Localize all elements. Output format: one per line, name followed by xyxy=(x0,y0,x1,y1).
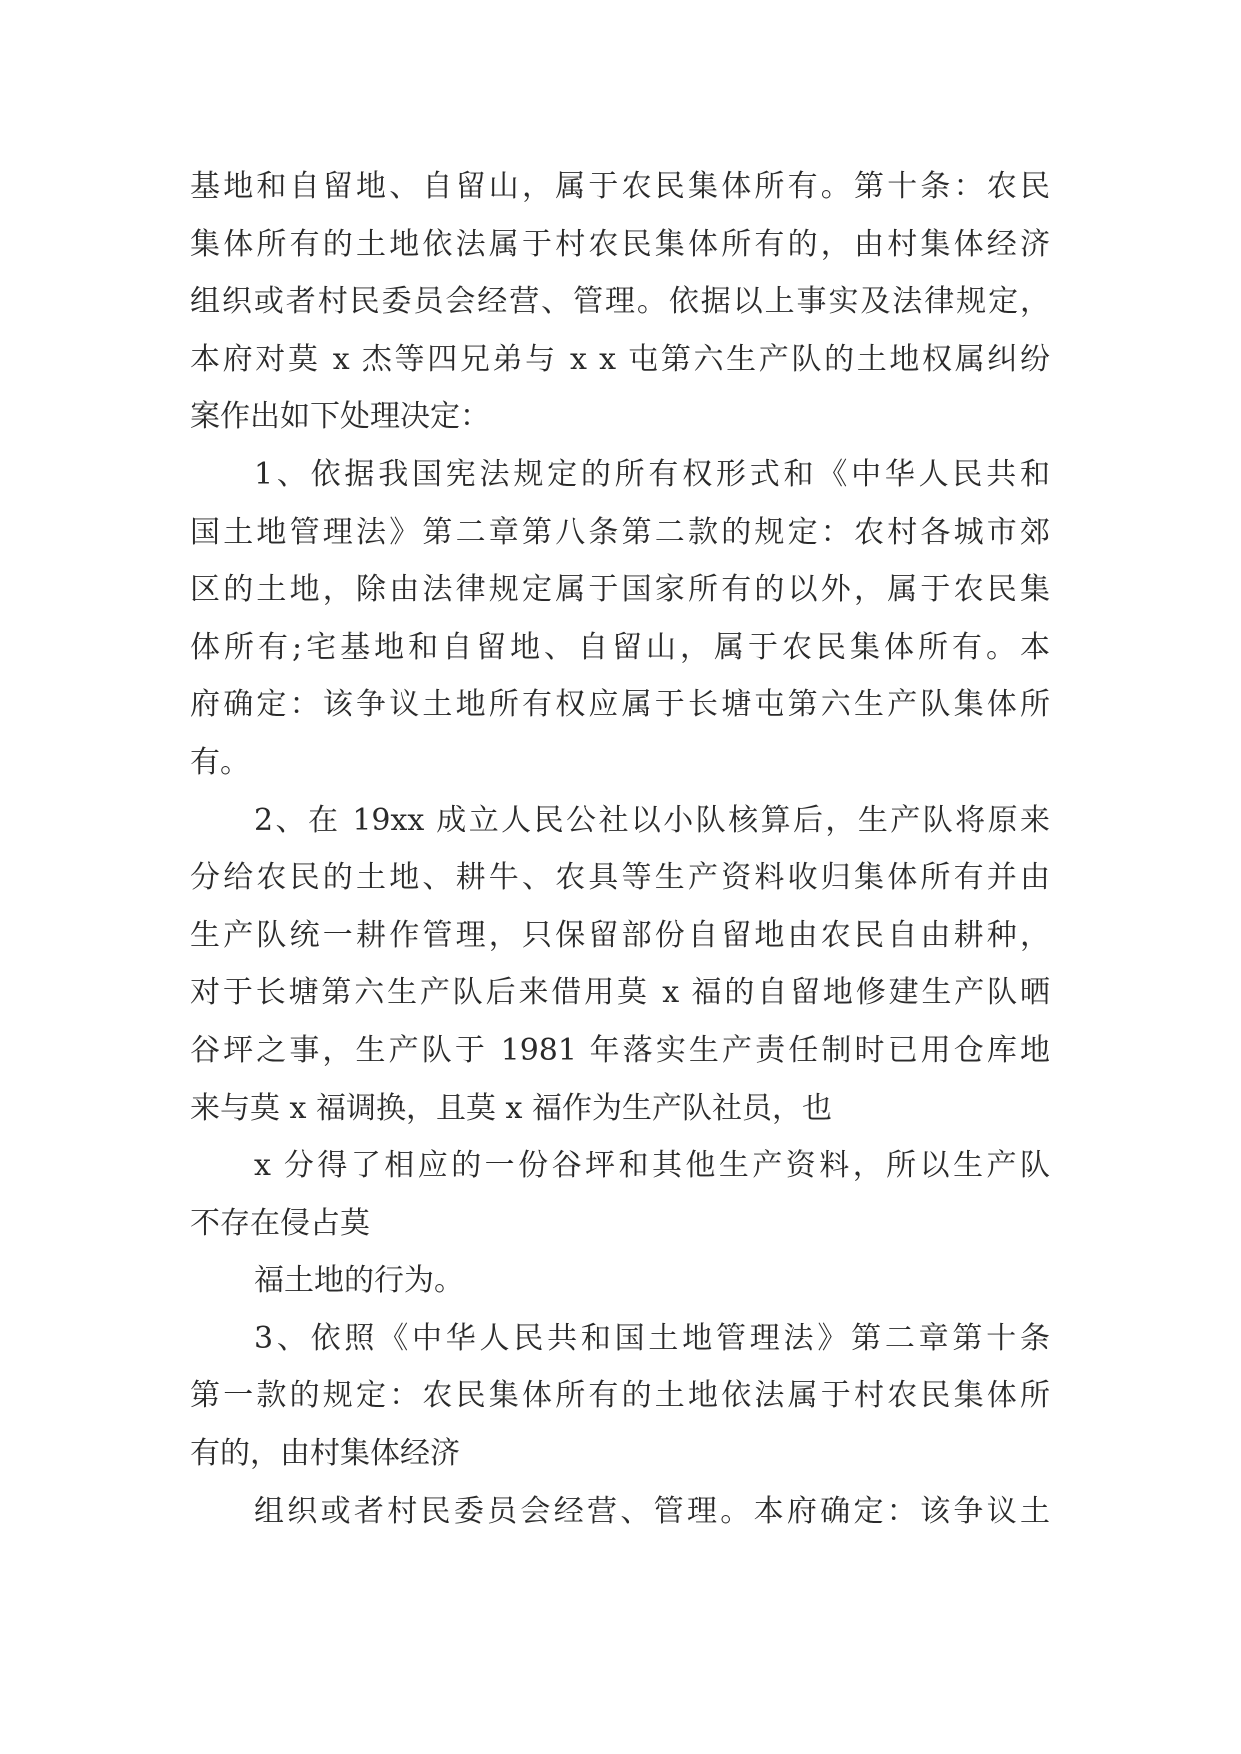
text-line: 分给农民的土地、耕牛、农具等生产资料收归集体所有并由 xyxy=(190,860,1050,896)
body-text xyxy=(190,158,1050,1540)
text-line: 本府对莫 x 杰等四兄弟与 x x 屯第六生产队的土地权属纠纷 xyxy=(190,341,1050,377)
text-line: 2、在 19xx 成立人民公社以小队核算后，生产队将原来 xyxy=(254,802,1050,838)
text-line: 区的土地，除由法律规定属于国家所有的以外，属于农民集 xyxy=(190,572,1050,608)
text-line: 第一款的规定：农民集体所有的土地依法属于村农民集体所 xyxy=(190,1378,1050,1414)
text-line: 对于长塘第六生产队后来借用莫 x 福的自留地修建生产队晒 xyxy=(190,975,1050,1011)
text-line: 1、依据我国宪法规定的所有权形式和《中华人民共和 xyxy=(254,456,1050,492)
text-line: 基地和自留地、自留山，属于农民集体所有。第十条：农民 xyxy=(190,169,1050,204)
text-line: 国土地管理法》第二章第八条第二款的规定：农村各城市郊 xyxy=(190,514,1050,550)
text-line: 有。 xyxy=(190,744,250,780)
text-line: 体所有;宅基地和自留地、自留山，属于农民集体所有。本 xyxy=(190,629,1050,665)
text-line: 不存在侵占莫 xyxy=(190,1205,370,1241)
text-line: x 分得了相应的一份谷坪和其他生产资料，所以生产队 xyxy=(254,1148,1050,1184)
text-line: 组织或者村民委员会经营、管理。依据以上事实及法律规定， xyxy=(190,284,1050,320)
text-line: 案作出如下处理决定： xyxy=(190,399,490,435)
text-line: 福土地的行为。 xyxy=(254,1263,464,1299)
text-line: 谷坪之事，生产队于 1981 年落实生产责任制时已用仓库地 xyxy=(190,1032,1050,1068)
text-line: 集体所有的土地依法属于村农民集体所有的，由村集体经济 xyxy=(190,226,1050,262)
text-line: 组织或者村民委员会经营、管理。本府确定：该争议土 xyxy=(254,1493,1050,1529)
text-line: 生产队统一耕作管理，只保留部份自留地由农民自由耕种， xyxy=(190,917,1050,953)
text-line: 有的，由村集体经济 xyxy=(190,1436,460,1472)
text-line: 府确定：该争议土地所有权应属于长塘屯第六生产队集体所 xyxy=(190,687,1050,723)
text-line: 来与莫 x 福调换，且莫 x 福作为生产队社员，也 xyxy=(190,1090,832,1126)
text-line: 3、依照《中华人民共和国土地管理法》第二章第十条 xyxy=(254,1320,1050,1356)
